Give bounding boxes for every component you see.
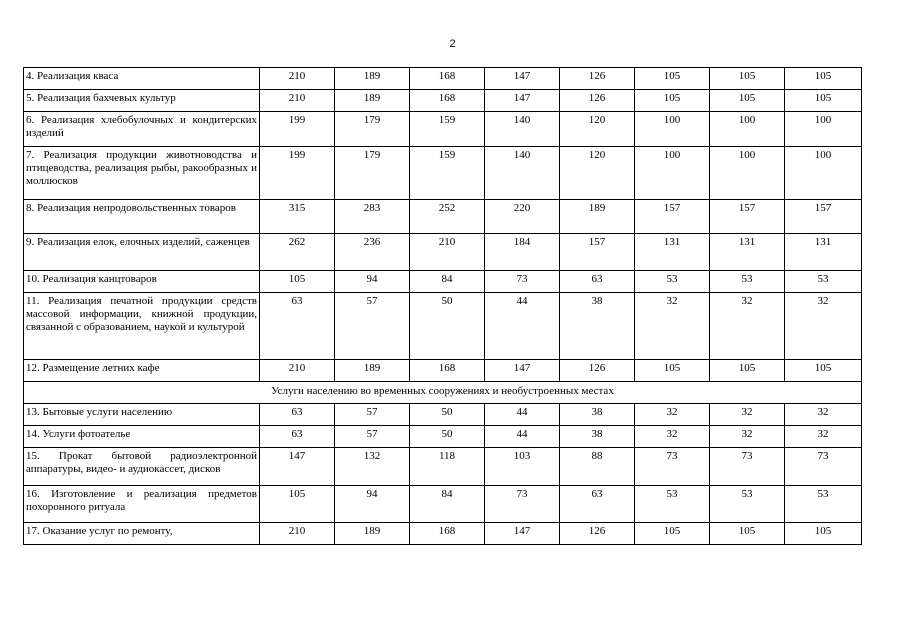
table-row — [24, 486, 862, 523]
table-row — [24, 293, 862, 360]
value-cell: 132 — [335, 448, 410, 486]
value-cell: 63 — [260, 426, 335, 448]
value-cell: 73 — [785, 448, 862, 486]
value-cell: 32 — [710, 404, 785, 426]
value-cell: 131 — [635, 234, 710, 271]
value-cell: 53 — [785, 271, 862, 293]
row-label: 16. Изготовление и реализация предметов похоронного ритуала — [24, 486, 260, 523]
value-cell: 120 — [560, 147, 635, 200]
table-row — [24, 147, 862, 200]
value-cell: 38 — [560, 404, 635, 426]
value-cell: 105 — [710, 523, 785, 545]
value-cell: 199 — [260, 112, 335, 147]
value-cell: 120 — [560, 112, 635, 147]
value-cell: 63 — [560, 486, 635, 523]
value-cell: 140 — [485, 147, 560, 200]
value-cell: 50 — [410, 293, 485, 360]
value-cell: 210 — [260, 90, 335, 112]
value-cell: 32 — [635, 426, 710, 448]
row-label: 11. Реализация печатной продукции средств массовой информации, книжной продукции, связанной с образованием, наукой и культурой — [24, 293, 260, 360]
value-cell: 168 — [410, 90, 485, 112]
value-cell: 105 — [635, 523, 710, 545]
value-cell: 32 — [785, 426, 862, 448]
value-cell: 103 — [485, 448, 560, 486]
value-cell: 315 — [260, 200, 335, 234]
value-cell: 126 — [560, 360, 635, 382]
value-cell: 210 — [260, 360, 335, 382]
value-cell: 105 — [710, 68, 785, 90]
value-cell: 189 — [335, 90, 410, 112]
value-cell: 73 — [485, 486, 560, 523]
table-row — [24, 90, 862, 112]
value-cell: 126 — [560, 68, 635, 90]
value-cell: 252 — [410, 200, 485, 234]
table-row — [24, 426, 862, 448]
value-cell: 50 — [410, 426, 485, 448]
value-cell: 38 — [560, 426, 635, 448]
row-label: 9. Реализация елок, елочных изделий, саженцев — [24, 234, 260, 271]
value-cell: 84 — [410, 486, 485, 523]
value-cell: 179 — [335, 112, 410, 147]
value-cell: 168 — [410, 360, 485, 382]
value-cell: 105 — [260, 486, 335, 523]
value-cell: 131 — [710, 234, 785, 271]
value-cell: 32 — [635, 293, 710, 360]
value-cell: 53 — [635, 486, 710, 523]
row-label: 8. Реализация непродовольственных товаров — [24, 200, 260, 234]
value-cell: 189 — [335, 523, 410, 545]
row-label: 10. Реализация канцтоваров — [24, 271, 260, 293]
row-label: 7. Реализация продукции животноводства и птицеводства, реализация рыбы, ракообразных и моллюсков — [24, 147, 260, 200]
value-cell: 50 — [410, 404, 485, 426]
value-cell: 53 — [710, 271, 785, 293]
table-row — [24, 448, 862, 486]
value-cell: 179 — [335, 147, 410, 200]
value-cell: 262 — [260, 234, 335, 271]
value-cell: 126 — [560, 523, 635, 545]
value-cell: 53 — [710, 486, 785, 523]
value-cell: 44 — [485, 293, 560, 360]
value-cell: 32 — [785, 404, 862, 426]
value-cell: 105 — [710, 90, 785, 112]
value-cell: 131 — [785, 234, 862, 271]
section-header-row — [24, 382, 862, 404]
value-cell: 63 — [260, 404, 335, 426]
value-cell: 32 — [785, 293, 862, 360]
value-cell: 283 — [335, 200, 410, 234]
value-cell: 210 — [260, 68, 335, 90]
row-label: 12. Размещение летних кафе — [24, 360, 260, 382]
value-cell: 105 — [785, 68, 862, 90]
value-cell: 157 — [785, 200, 862, 234]
value-cell: 100 — [710, 112, 785, 147]
table-row — [24, 404, 862, 426]
table-row — [24, 360, 862, 382]
value-cell: 220 — [485, 200, 560, 234]
table-row — [24, 523, 862, 545]
value-cell: 63 — [560, 271, 635, 293]
value-cell: 189 — [335, 360, 410, 382]
value-cell: 189 — [335, 68, 410, 90]
row-label: 4. Реализация кваса — [24, 68, 260, 90]
value-cell: 189 — [560, 200, 635, 234]
value-cell: 53 — [785, 486, 862, 523]
value-cell: 57 — [335, 293, 410, 360]
value-cell: 105 — [710, 360, 785, 382]
row-label: 14. Услуги фотоателье — [24, 426, 260, 448]
value-cell: 157 — [635, 200, 710, 234]
table-row — [24, 271, 862, 293]
row-label: 17. Оказание услуг по ремонту, — [24, 523, 260, 545]
value-cell: 38 — [560, 293, 635, 360]
value-cell: 57 — [335, 426, 410, 448]
value-cell: 199 — [260, 147, 335, 200]
value-cell: 105 — [785, 523, 862, 545]
value-cell: 147 — [260, 448, 335, 486]
value-cell: 105 — [785, 90, 862, 112]
table-row — [24, 112, 862, 147]
value-cell: 210 — [260, 523, 335, 545]
value-cell: 32 — [635, 404, 710, 426]
value-cell: 73 — [635, 448, 710, 486]
value-cell: 159 — [410, 147, 485, 200]
value-cell: 100 — [710, 147, 785, 200]
table-row — [24, 234, 862, 271]
value-cell: 84 — [410, 271, 485, 293]
value-cell: 88 — [560, 448, 635, 486]
value-cell: 210 — [410, 234, 485, 271]
table-body — [24, 68, 862, 545]
value-cell: 44 — [485, 426, 560, 448]
value-cell: 100 — [785, 147, 862, 200]
row-label: 15. Прокат бытовой радиоэлектронной аппаратуры, видео- и аудиокассет, дисков — [24, 448, 260, 486]
value-cell: 105 — [635, 68, 710, 90]
value-cell: 184 — [485, 234, 560, 271]
value-cell: 147 — [485, 360, 560, 382]
value-cell: 168 — [410, 68, 485, 90]
value-cell: 32 — [710, 426, 785, 448]
value-cell: 53 — [635, 271, 710, 293]
page-number: 2 — [449, 38, 456, 50]
value-cell: 105 — [785, 360, 862, 382]
value-cell: 73 — [710, 448, 785, 486]
value-cell: 105 — [635, 360, 710, 382]
value-cell: 118 — [410, 448, 485, 486]
row-label: 13. Бытовые услуги населению — [24, 404, 260, 426]
value-cell: 94 — [335, 271, 410, 293]
value-cell: 63 — [260, 293, 335, 360]
row-label: 5. Реализация бахчевых культур — [24, 90, 260, 112]
value-cell: 236 — [335, 234, 410, 271]
value-cell: 100 — [635, 147, 710, 200]
value-cell: 147 — [485, 90, 560, 112]
value-cell: 100 — [635, 112, 710, 147]
value-cell: 44 — [485, 404, 560, 426]
value-cell: 157 — [560, 234, 635, 271]
value-cell: 94 — [335, 486, 410, 523]
value-cell: 157 — [710, 200, 785, 234]
value-cell: 159 — [410, 112, 485, 147]
value-cell: 147 — [485, 68, 560, 90]
row-label: 6. Реализация хлебобулочных и кондитерских изделий — [24, 112, 260, 147]
value-cell: 126 — [560, 90, 635, 112]
value-cell: 168 — [410, 523, 485, 545]
value-cell: 32 — [710, 293, 785, 360]
table-row — [24, 68, 862, 90]
value-cell: 105 — [260, 271, 335, 293]
value-cell: 57 — [335, 404, 410, 426]
value-cell: 147 — [485, 523, 560, 545]
value-cell: 73 — [485, 271, 560, 293]
section-title: Услуги населению во временных сооружениях и необустроенных местах — [24, 382, 862, 404]
value-cell: 140 — [485, 112, 560, 147]
value-cell: 105 — [635, 90, 710, 112]
tariff-table — [23, 67, 862, 545]
table-row — [24, 200, 862, 234]
value-cell: 100 — [785, 112, 862, 147]
